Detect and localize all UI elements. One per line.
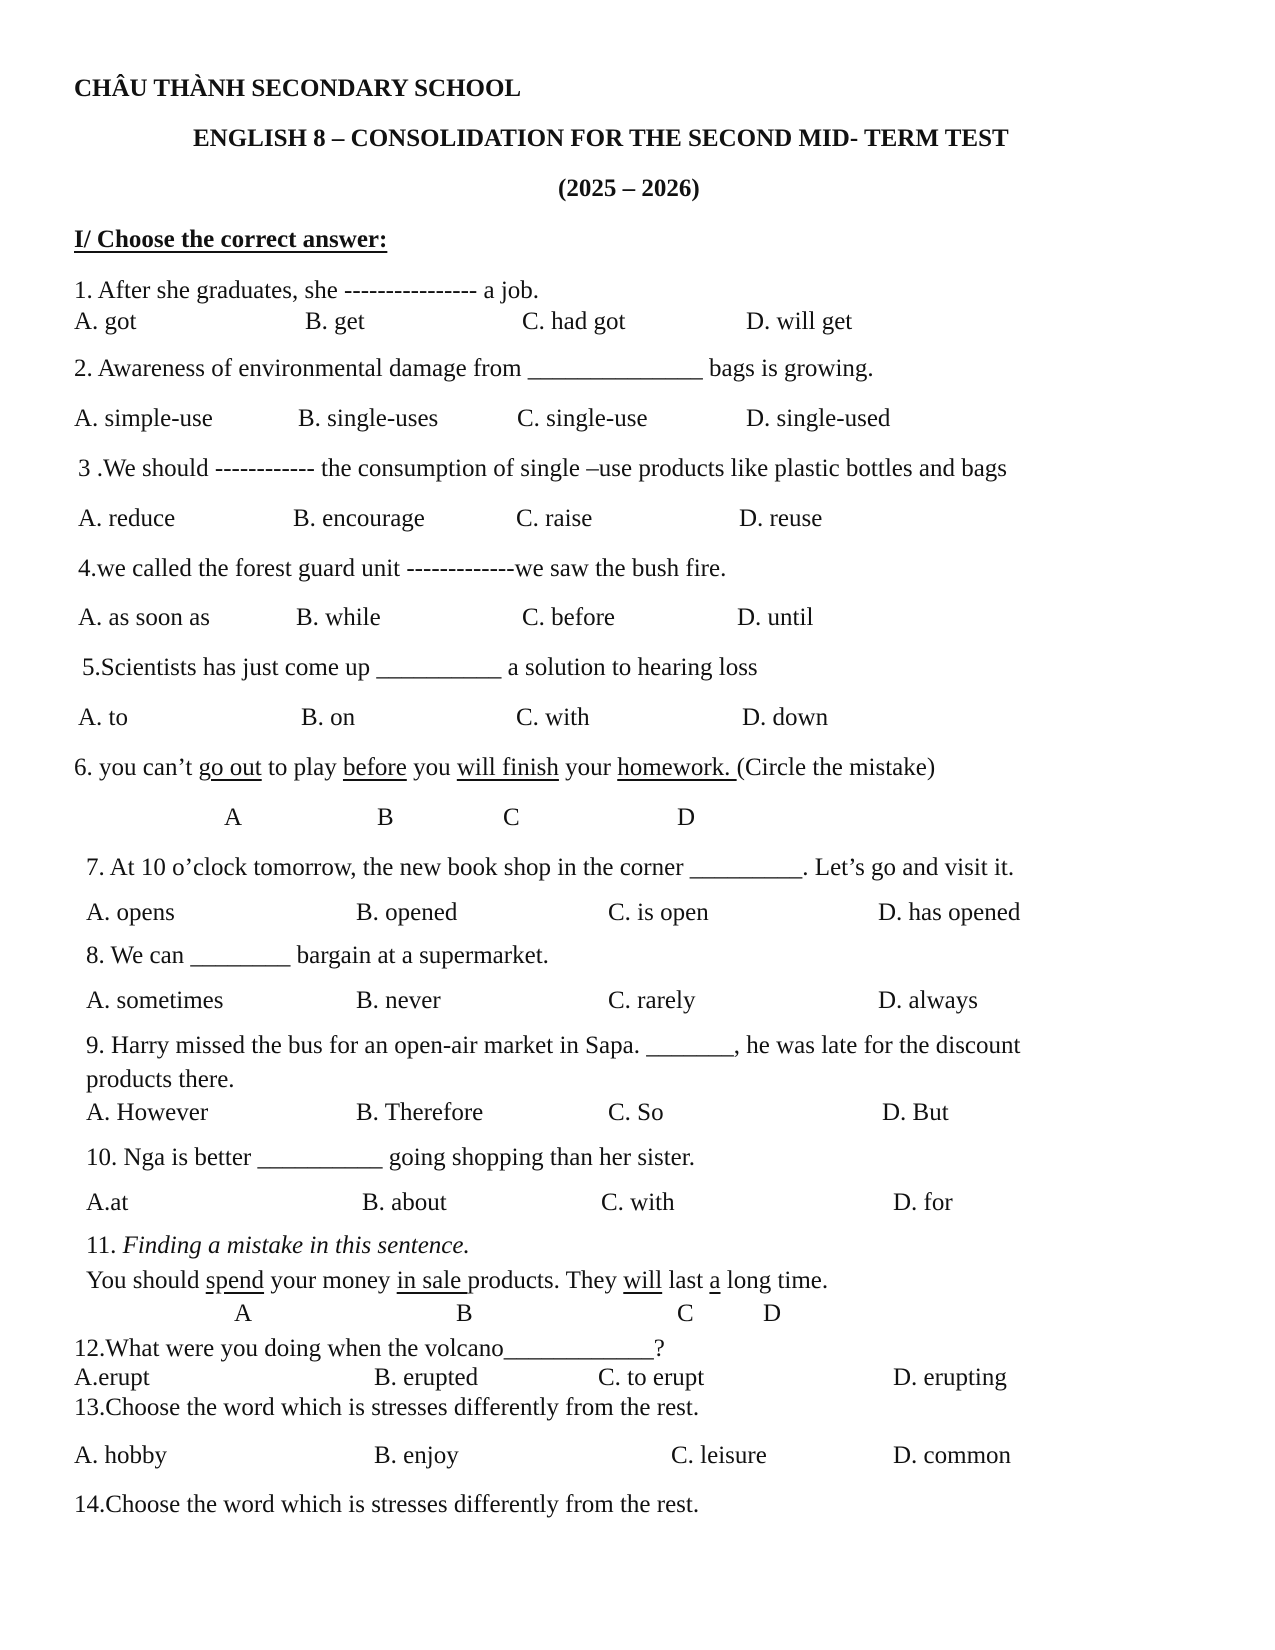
question-11-sentence (86, 1268, 828, 1293)
q13-option-c: C. leisure (671, 1442, 767, 1469)
q8-option-b: B. never (356, 987, 441, 1014)
school-year: (2025 – 2026) (558, 175, 700, 202)
question-14: 14.Choose the word which is stresses differently from the rest. (74, 1491, 700, 1518)
q6-text: 6. you can’t (74, 754, 199, 781)
question-1: 1. After she graduates, she ---------------- a job. (74, 277, 540, 304)
q10-option-d: D. for (893, 1189, 953, 1216)
question-6 (74, 755, 935, 780)
q6-label-c: C (503, 804, 520, 831)
q13-option-a: A. hobby (74, 1442, 168, 1469)
test-title: ENGLISH 8 – CONSOLIDATION FOR THE SECOND MID- TERM TEST (193, 125, 1009, 152)
q5-option-a: A. to (78, 704, 128, 731)
q6-label-d: D (677, 804, 696, 831)
question-9: 9. Harry missed the bus for an open-air market in Sapa. _______, he was late for the discount (86, 1032, 1021, 1059)
q6-underlined-d: homework. (617, 754, 737, 781)
q11-underlined-d: a (709, 1267, 721, 1294)
q7-option-b: B. opened (356, 899, 458, 926)
q6-underlined-a: go out (198, 754, 262, 781)
q11-label-a: A (234, 1300, 253, 1327)
q11-underlined-a: spend (205, 1267, 265, 1294)
school-name: CHÂU THÀNH SECONDARY SCHOOL (74, 75, 522, 102)
question-12: 12.What were you doing when the volcano____________? (74, 1335, 665, 1362)
section-heading: I/ Choose the correct answer: (74, 226, 388, 253)
q3-option-a: A. reduce (78, 505, 176, 532)
q6-text: to play (261, 754, 343, 781)
q3-option-d: D. reuse (739, 505, 823, 532)
q6-underlined-b: before (342, 754, 407, 781)
q12-option-b: B. erupted (374, 1364, 479, 1391)
q13-option-d: D. common (893, 1442, 1012, 1469)
q11-label-c: C (677, 1300, 694, 1327)
question-5: 5.Scientists has just come up __________ a solution to hearing loss (82, 654, 758, 681)
q11-text: products. They (467, 1267, 624, 1294)
q10-option-a: A.at (86, 1189, 129, 1216)
q11-instruction: Finding a mistake in this sentence. (122, 1232, 470, 1259)
q6-label-a: A (224, 804, 243, 831)
q5-option-d: D. down (742, 704, 829, 731)
question-7: 7. At 10 o’clock tomorrow, the new book shop in the corner _________. Let’s go and visit it. (86, 854, 1015, 881)
q11-text: You should (86, 1267, 206, 1294)
q12-option-a: A.erupt (74, 1364, 150, 1391)
q11-label-d: D (763, 1300, 782, 1327)
question-9-cont: products there. (86, 1066, 235, 1093)
q11-underlined-c: will (623, 1267, 663, 1294)
q6-label-b: B (377, 804, 394, 831)
question-8: 8. We can ________ bargain at a supermarket. (86, 942, 549, 969)
question-10: 10. Nga is better __________ going shopping than her sister. (86, 1144, 695, 1171)
q10-option-c: C. with (601, 1189, 675, 1216)
q11-number: 11. (86, 1232, 123, 1259)
q9-option-d: D. But (882, 1099, 949, 1126)
question-3: 3 .We should ------------ the consumption of single –use products like plastic bottles and bags (78, 455, 1008, 482)
q4-option-c: C. before (522, 604, 616, 631)
q7-option-c: C. is open (608, 899, 709, 926)
q5-option-c: C. with (516, 704, 590, 731)
question-13: 13.Choose the word which is stresses differently from the rest. (74, 1394, 700, 1421)
q2-option-c: C. single-use (517, 405, 648, 432)
q8-option-a: A. sometimes (86, 987, 224, 1014)
q11-text: long time. (720, 1267, 829, 1294)
q8-option-d: D. always (878, 987, 978, 1014)
question-2: 2. Awareness of environmental damage from ______________ bags is growing. (74, 355, 874, 382)
q4-option-a: A. as soon as (78, 604, 210, 631)
q6-text: your (558, 754, 618, 781)
q7-option-a: A. opens (86, 899, 175, 926)
q12-option-d: D. erupting (893, 1364, 1007, 1391)
q3-option-c: C. raise (516, 505, 593, 532)
q7-option-d: D. has opened (878, 899, 1021, 926)
q2-option-d: D. single-used (746, 405, 891, 432)
q6-underlined-c: will finish (456, 754, 559, 781)
question-11 (86, 1233, 470, 1258)
question-4: 4.we called the forest guard unit -------------we saw the bush fire. (78, 555, 727, 582)
q11-underlined-b: in sale (396, 1267, 468, 1294)
q1-option-b: B. get (305, 308, 365, 335)
q11-text: your money (264, 1267, 397, 1294)
q6-text: you (406, 754, 457, 781)
q11-text: last (662, 1267, 710, 1294)
q5-option-b: B. on (301, 704, 356, 731)
q8-option-c: C. rarely (608, 987, 696, 1014)
q1-option-c: C. had got (522, 308, 626, 335)
q13-option-b: B. enjoy (374, 1442, 459, 1469)
q9-option-c: C. So (608, 1099, 664, 1126)
q6-text: (Circle the mistake) (736, 754, 936, 781)
q11-label-b: B (456, 1300, 473, 1327)
q1-option-a: A. got (74, 308, 137, 335)
q3-option-b: B. encourage (293, 505, 425, 532)
q4-option-d: D. until (737, 604, 814, 631)
q2-option-a: A. simple-use (74, 405, 213, 432)
q4-option-b: B. while (296, 604, 381, 631)
q1-option-d: D. will get (746, 308, 853, 335)
q12-option-c: C. to erupt (598, 1364, 705, 1391)
q2-option-b: B. single-uses (298, 405, 439, 432)
q9-option-b: B. Therefore (356, 1099, 484, 1126)
q9-option-a: A. However (86, 1099, 209, 1126)
q10-option-b: B. about (362, 1189, 447, 1216)
